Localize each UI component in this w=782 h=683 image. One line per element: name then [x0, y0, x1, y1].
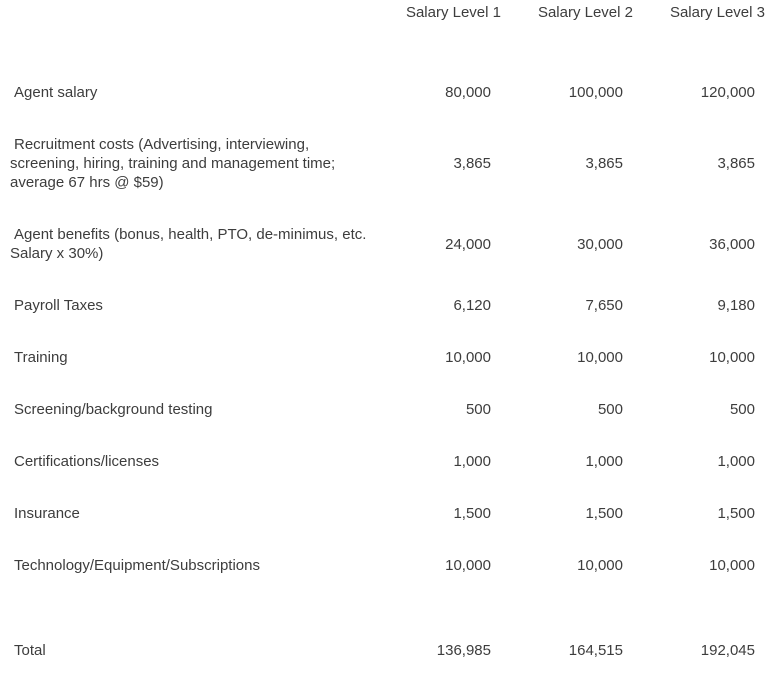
row-value-level-1: 3,865: [453, 155, 491, 172]
row-value-level-3: 10,000: [709, 349, 755, 366]
table-row: [0, 332, 782, 384]
total-label: Total: [14, 642, 46, 659]
total-row: [0, 625, 782, 677]
row-value-level-3: 120,000: [700, 84, 755, 101]
row-value-level-3: 9,180: [717, 297, 755, 314]
row-value-level-1: 80,000: [445, 84, 491, 101]
row-label: Screening/background testing: [14, 401, 213, 418]
row-label: Training: [14, 349, 68, 366]
row-value-level-1: 500: [465, 401, 491, 418]
row-value-level-3: 36,000: [709, 235, 755, 253]
row-label: Recruitment costs (Advertising, interviewing, screening, hiring, training and management time; average 67 hrs @ $59): [10, 136, 336, 191]
row-label: Payroll Taxes: [14, 297, 103, 314]
row-value-level-2: 10,000: [577, 349, 623, 366]
table-row: [0, 280, 782, 332]
row-value-level-3: 1,500: [717, 505, 755, 522]
row-label: Technology/Equipment/Subscriptions: [14, 557, 260, 574]
row-value-level-2: 30,000: [577, 235, 623, 253]
table-body: [0, 67, 782, 592]
row-value-level-3: 3,865: [717, 155, 755, 172]
table-row: [0, 67, 782, 119]
row-value-level-2: 1,500: [585, 505, 623, 522]
table-row: [0, 488, 782, 540]
row-value-level-1: 1,000: [453, 453, 491, 470]
row-value-level-3: 500: [729, 401, 755, 418]
table-row: [0, 540, 782, 592]
row-value-level-2: 3,865: [585, 155, 623, 172]
row-label: Agent benefits (bonus, health, PTO, de-minimus, etc. Salary x 30%): [10, 226, 367, 262]
total-value-level-2: 164,515: [568, 642, 623, 659]
row-value-level-2: 500: [597, 401, 623, 418]
row-value-level-1: 6,120: [453, 297, 491, 314]
total-value-level-1: 136,985: [436, 642, 491, 659]
row-value-level-3: 10,000: [709, 557, 755, 574]
column-header-salary-level-3: Salary Level 3: [669, 4, 765, 21]
header-corner-cell: [0, 12, 373, 13]
table-header-row: [0, 0, 782, 22]
row-label: Insurance: [14, 505, 80, 522]
column-header-salary-level-1: Salary Level 1: [405, 4, 501, 21]
row-value-level-2: 1,000: [585, 453, 623, 470]
table-row: [0, 209, 782, 280]
row-value-level-3: 1,000: [717, 453, 755, 470]
column-header-salary-level-2: Salary Level 2: [537, 4, 633, 21]
row-value-level-2: 10,000: [577, 557, 623, 574]
row-label: Certifications/licenses: [14, 453, 160, 470]
row-label: Agent salary: [14, 84, 98, 101]
row-value-level-1: 1,500: [453, 505, 491, 522]
total-value-level-3: 192,045: [700, 642, 755, 659]
row-value-level-2: 7,650: [585, 297, 623, 314]
row-value-level-2: 100,000: [568, 84, 623, 101]
table-row: [0, 436, 782, 488]
row-value-level-1: 24,000: [445, 235, 491, 253]
row-value-level-1: 10,000: [445, 557, 491, 574]
table-row: [0, 384, 782, 436]
row-value-level-1: 10,000: [445, 349, 491, 366]
table-row: [0, 119, 782, 209]
